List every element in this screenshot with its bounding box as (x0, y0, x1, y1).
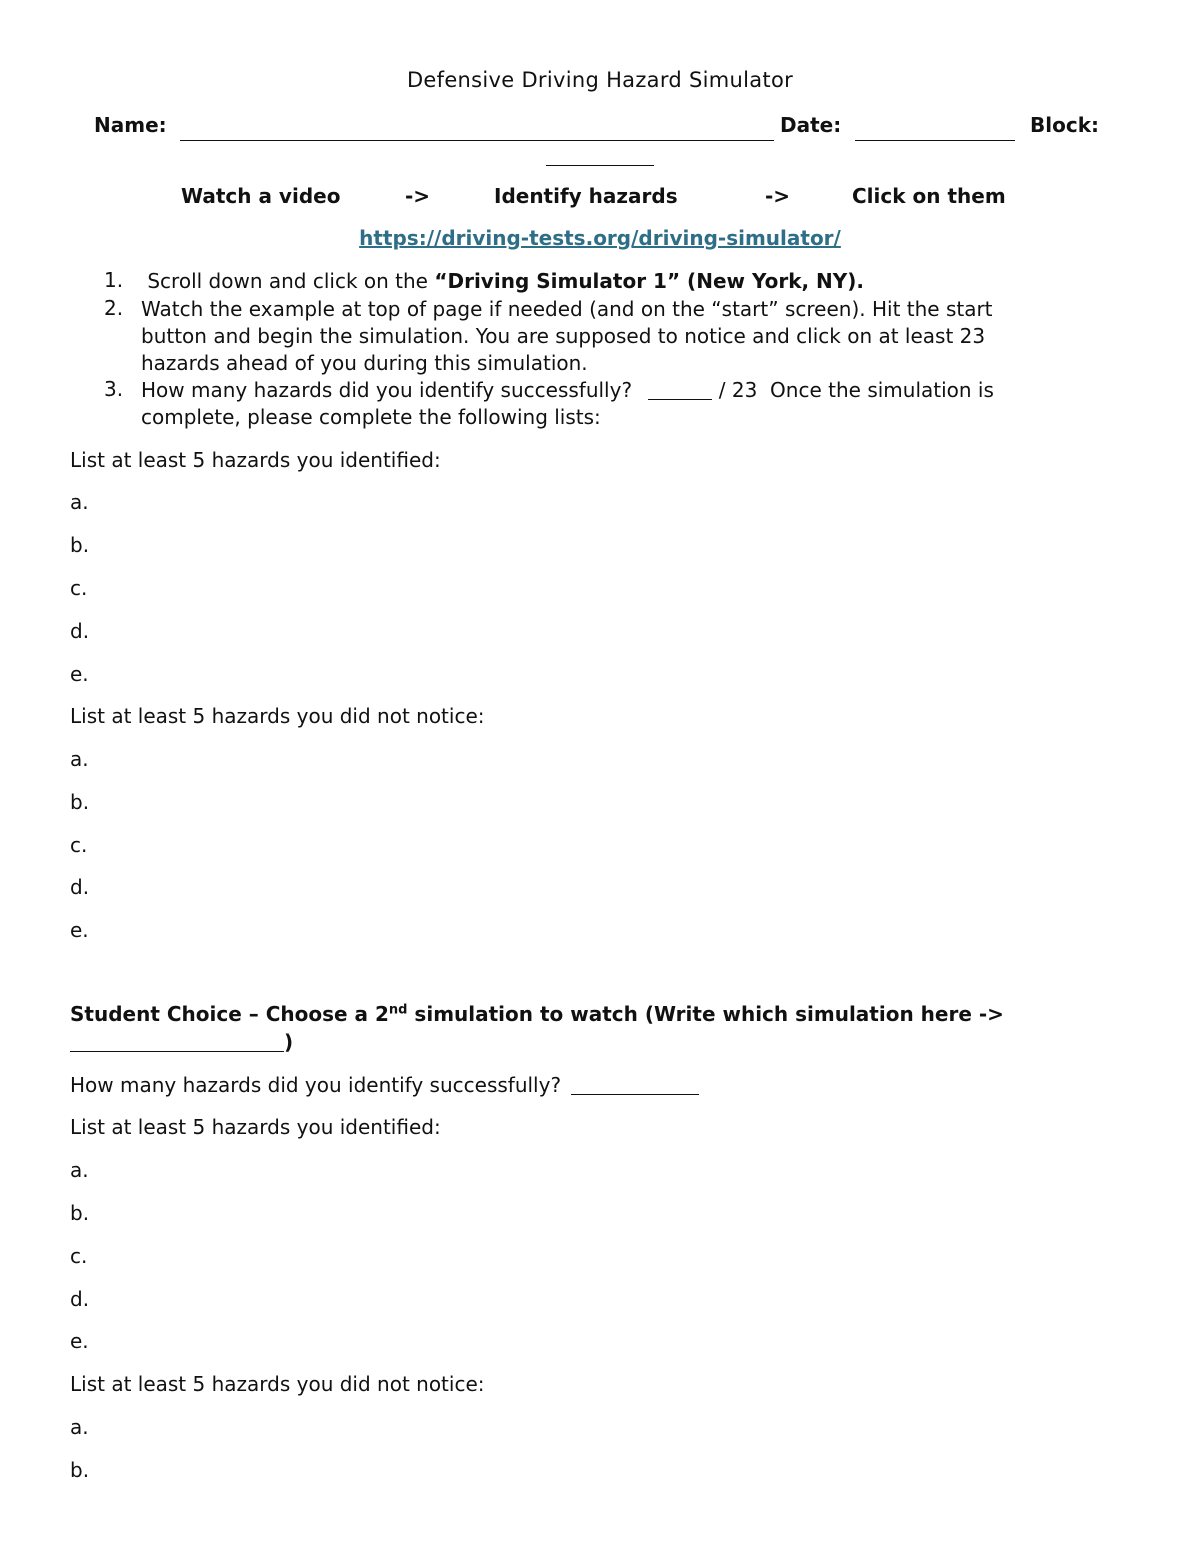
simulator-link[interactable]: https://driving-tests.org/driving-simulator/ (359, 226, 841, 250)
block-blank[interactable] (546, 145, 654, 166)
date-blank[interactable] (855, 120, 1015, 141)
not-noticed-item-c[interactable]: c. (70, 833, 88, 857)
not-noticed-item-e[interactable]: e. (70, 918, 89, 942)
student-choice-heading-rest: simulation to watch (Write which simulation here -> (407, 1002, 1004, 1026)
instruction-1-text: Scroll down and click on the (141, 269, 435, 293)
instruction-2-line-2: button and begin the simulation. You are supposed to notice and click on at least 23 (141, 324, 986, 348)
student-choice-blank-line (70, 1030, 293, 1054)
instruction-3-question: How many hazards did you identify successfully? (141, 378, 633, 402)
hazard-count-blank[interactable] (648, 381, 712, 400)
step-watch-video: Watch a video (181, 184, 341, 208)
student-choice-superscript: nd (388, 1002, 408, 1018)
student-choice-question: How many hazards did you identify successfully? (70, 1073, 562, 1097)
sc-not-noticed-heading: List at least 5 hazards you did not notice: (70, 1372, 485, 1396)
not-noticed-item-d[interactable]: d. (70, 875, 90, 899)
instruction-1 (141, 268, 864, 295)
instruction-3-number: 3. (104, 377, 124, 401)
not-noticed-item-a[interactable]: a. (70, 747, 89, 771)
student-choice-count-blank[interactable] (571, 1076, 699, 1095)
instruction-1-bold: “Driving Simulator 1” (New York, NY). (434, 269, 865, 293)
step-identify-hazards: Identify hazards (494, 184, 678, 208)
sc-identified-item-b[interactable]: b. (70, 1201, 90, 1225)
student-choice-question-row (70, 1073, 699, 1097)
arrow-2: -> (765, 184, 791, 208)
instruction-2-line-3: hazards ahead of you during this simulation. (141, 351, 588, 375)
date-label: Date: (780, 113, 842, 137)
sc-identified-item-e[interactable]: e. (70, 1329, 89, 1353)
name-blank[interactable] (180, 120, 774, 141)
step-click-on-them: Click on them (852, 184, 1006, 208)
instruction-2-number: 2. (104, 296, 124, 320)
sc-identified-item-d[interactable]: d. (70, 1287, 90, 1311)
instruction-3-line-2: complete, please complete the following lists: (141, 405, 601, 429)
identified-item-b[interactable]: b. (70, 533, 90, 557)
page-title: Defensive Driving Hazard Simulator (406, 68, 794, 92)
block-label: Block: (1030, 113, 1099, 137)
identified-item-d[interactable]: d. (70, 619, 90, 643)
student-choice-heading (70, 1002, 1004, 1026)
student-choice-heading-text: Student Choice – Choose a 2 (70, 1002, 389, 1026)
simulation-choice-blank[interactable] (70, 1033, 284, 1052)
student-choice-close-paren: ) (284, 1030, 294, 1054)
sc-identified-item-c[interactable]: c. (70, 1244, 88, 1268)
sc-not-noticed-item-b[interactable]: b. (70, 1458, 90, 1482)
instruction-3-total: / 23 Once the simulation is (718, 378, 994, 402)
instruction-2 (141, 296, 993, 377)
name-label: Name: (94, 113, 167, 137)
not-noticed-item-b[interactable]: b. (70, 790, 90, 814)
identified-item-a[interactable]: a. (70, 490, 89, 514)
identified-item-c[interactable]: c. (70, 576, 88, 600)
instruction-2-line-1: Watch the example at top of page if needed (and on the “start” screen). Hit the start (141, 297, 993, 321)
instruction-1-number: 1. (104, 268, 124, 292)
sc-identified-item-a[interactable]: a. (70, 1158, 89, 1182)
identified-heading: List at least 5 hazards you identified: (70, 448, 441, 472)
identified-item-e[interactable]: e. (70, 662, 89, 686)
arrow-1: -> (405, 184, 431, 208)
not-noticed-heading: List at least 5 hazards you did not notice: (70, 704, 485, 728)
instruction-3 (141, 377, 994, 431)
sc-identified-heading: List at least 5 hazards you identified: (70, 1115, 441, 1139)
sc-not-noticed-item-a[interactable]: a. (70, 1415, 89, 1439)
